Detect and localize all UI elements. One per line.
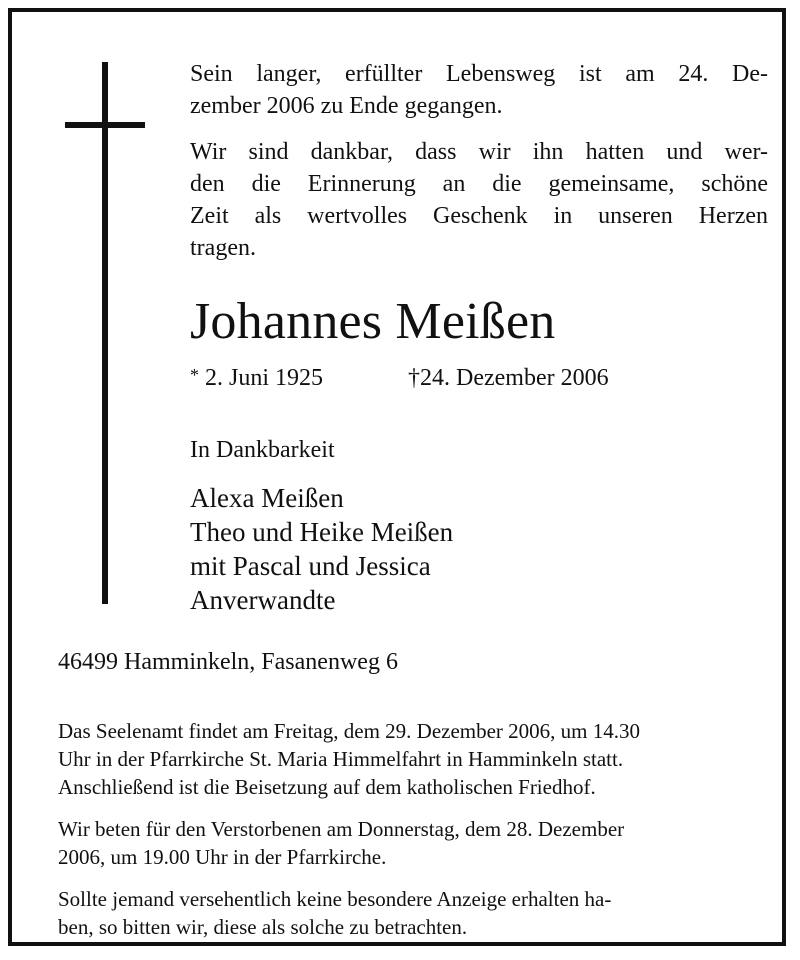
birth-date-group <box>190 360 408 393</box>
mourners-list <box>190 481 768 617</box>
prayer-paragraph <box>58 815 766 871</box>
obituary-lower-block <box>58 717 766 941</box>
closing-line: ben, so bitten wir, diese als solche zu betrachten. <box>58 915 468 939</box>
death-date: 24. Dezember 2006 <box>420 365 609 391</box>
prayer-line: Wir beten für den Verstorbenen am Donnerstag, dem 28. Dezember <box>58 817 625 841</box>
cross-icon <box>102 62 108 604</box>
service-paragraph <box>58 717 766 801</box>
prayer-line: 2006, um 19.00 Uhr in der Pfarrkirche. <box>58 845 387 869</box>
birth-symbol: * <box>190 365 199 385</box>
gratitude-line: Zeit als wertvolles Geschenk in unseren Herzen <box>190 203 768 229</box>
intro-line: zember 2006 zu Ende gegangen. <box>190 93 503 119</box>
service-line: Anschließend ist die Beisetzung auf dem katholischen Friedhof. <box>58 775 596 799</box>
service-line: Das Seelenamt findet am Freitag, dem 29. Dezember 2006, um 14.30 <box>58 719 641 743</box>
intro-line: Sein langer, erfüllter Lebensweg ist am 24. De- <box>190 61 768 87</box>
deceased-name: Johannes Meißen <box>190 293 556 350</box>
gratitude-line: tragen. <box>190 235 256 261</box>
life-dates <box>190 360 768 393</box>
mourner-name: Alexa Meißen <box>190 483 344 513</box>
thanks-label: In Dankbarkeit <box>190 437 335 463</box>
family-address: 46499 Hamminkeln, Fasanenweg 6 <box>58 649 398 675</box>
mourner-name: Theo und Heike Meißen <box>190 517 454 547</box>
cross-icon-bar <box>65 122 145 128</box>
obituary-upper-block <box>190 58 768 617</box>
birth-date: 2. Juni 1925 <box>205 365 324 391</box>
gratitude-paragraph <box>190 136 768 264</box>
closing-line: Sollte jemand versehentlich keine besondere Anzeige erhalten ha- <box>58 887 612 911</box>
closing-paragraph <box>58 885 766 941</box>
gratitude-line: Wir sind dankbar, dass wir ihn hatten und wer- <box>190 139 768 165</box>
death-symbol: † <box>408 365 420 391</box>
mourner-name: mit Pascal und Jessica <box>190 551 431 581</box>
mourner-name: Anverwandte <box>190 585 336 615</box>
intro-paragraph <box>190 58 768 122</box>
gratitude-line: den die Erinnerung an die gemeinsame, schöne <box>190 171 768 197</box>
obituary-frame <box>8 8 786 946</box>
service-line: Uhr in der Pfarrkirche St. Maria Himmelfahrt in Hamminkeln statt. <box>58 747 624 771</box>
